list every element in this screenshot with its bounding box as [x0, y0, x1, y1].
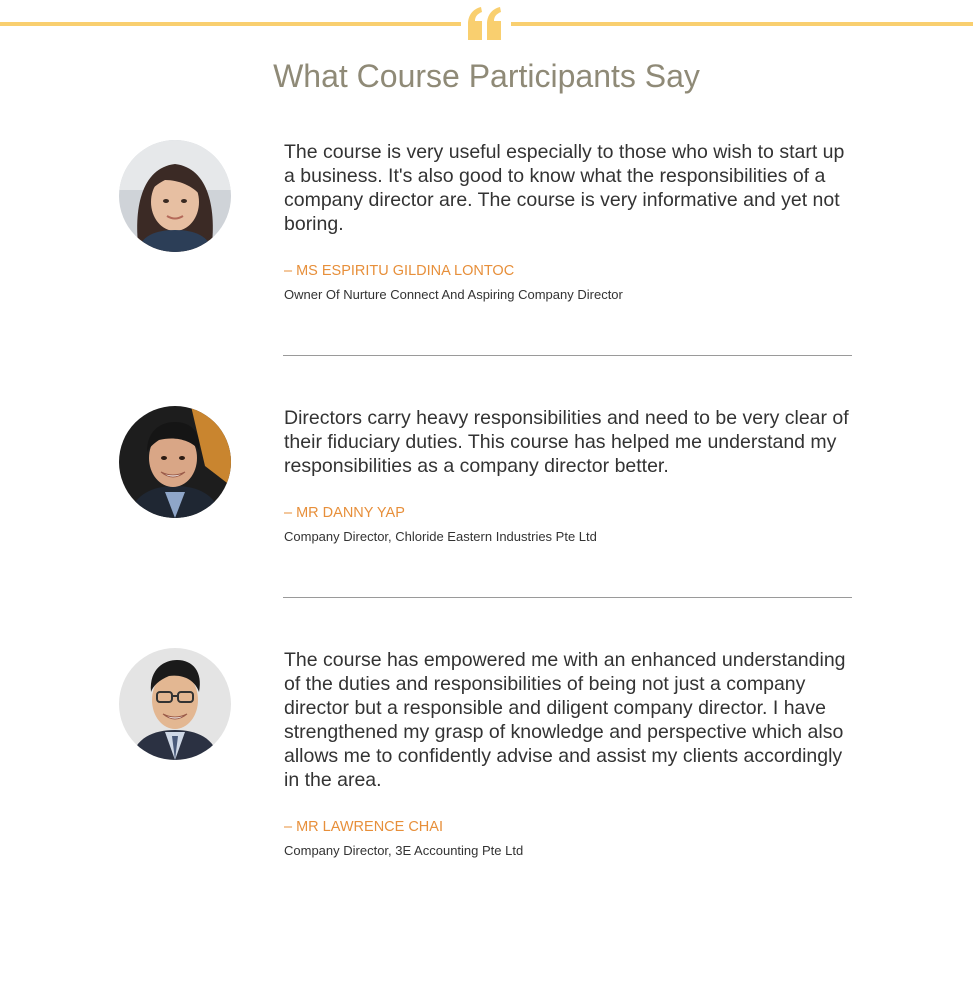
avatar — [119, 648, 231, 760]
testimonial-role: Company Director, Chloride Eastern Industries Pte Ltd — [284, 529, 597, 544]
page-title: What Course Participants Say — [273, 58, 700, 94]
testimonial-divider — [283, 355, 852, 356]
testimonial-role: Owner Of Nurture Connect And Aspiring Company Director — [284, 287, 623, 302]
testimonial-divider — [283, 597, 852, 598]
testimonial-quote: The course is very useful especially to those who wish to start up a business. It's also good to know what the responsibilities of a company director are. The course is very informative and yet not boring. — [284, 141, 845, 235]
testimonial-role: Company Director, 3E Accounting Pte Ltd — [284, 843, 524, 858]
header-rule-left — [0, 22, 461, 26]
testimonial-author: – MS ESPIRITU GILDINA LONTOC — [284, 263, 515, 279]
avatar — [119, 140, 231, 252]
avatar — [119, 406, 231, 518]
testimonial-author: – MR LAWRENCE CHAI — [284, 819, 443, 835]
header-rule-right — [511, 22, 973, 26]
testimonial-quote: The course has empowered me with an enhanced understanding of the duties and responsibilities of being not just a company director but a responsible and diligent company director. I have strengthened my grasp of knowledge and perspective which also allows me to confidently advise and assist my clients accordingly in the area. — [284, 649, 846, 791]
testimonial-author: – MR DANNY YAP — [284, 505, 405, 521]
quote-icon — [465, 4, 505, 44]
testimonial-quote: Directors carry heavy responsibilities and need to be very clear of their fiduciary duties. This course has helped me understand my responsibilities as a company director better. — [284, 407, 849, 477]
